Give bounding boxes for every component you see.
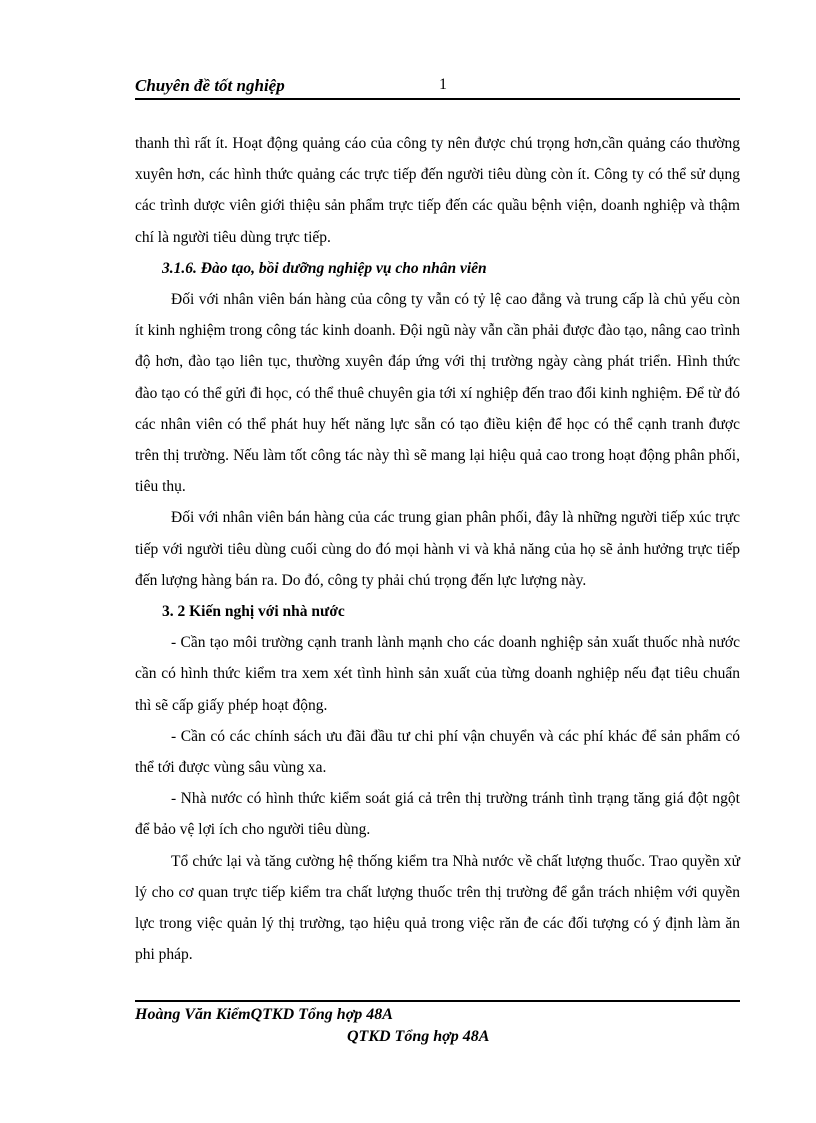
header-divider <box>135 98 740 100</box>
section-heading-3-2: 3. 2 Kiến nghị với nhà nước <box>162 603 345 621</box>
paragraph-incentives: - Cần có các chính sách ưu đãi đầu tư chi phí vận chuyển và các phí khác để sản phẩm có thể tới được vùng sâu vùng xa. <box>135 727 740 777</box>
page-number: 1 <box>439 76 447 93</box>
section-heading-3-1-6: 3.1.6. Đào tạo, bồi dưỡng nghiệp vụ cho nhân viên <box>162 259 487 277</box>
page-header <box>135 76 740 100</box>
paragraph-quality-inspection: Tổ chức lại và tăng cường hệ thống kiểm tra Nhà nước về chất lượng thuốc. Trao quyền xử lý cho cơ quan trực tiếp kiểm tra chất lượng thuốc trên thị trường để gắn trách nhiệm với quyền lực trong việc quản lý thị trường, tạo hiệu quả trong việc răn đe các đối tượng có ý định làm ăn phi pháp. <box>135 852 740 964</box>
footer-author: Hoàng Văn KiểmQTKD Tổng hợp 48A <box>135 1006 393 1023</box>
document-body <box>135 128 740 970</box>
paragraph-intermediary-staff: Đối với nhân viên bán hàng của các trung gian phân phối, đây là những người tiếp xúc trực tiếp với người tiêu dùng cuối cùng do đó mọi hành vi và khả năng của họ sẽ ảnh hưởng trực tiếp đến lượng hàng bán ra. Do đó, công ty phải chú trọng đến lực lượng này. <box>135 509 740 589</box>
header-title: Chuyên đề tốt nghiệp <box>135 76 285 95</box>
paragraph-price-control: - Nhà nước có hình thức kiểm soát giá cả trên thị trường tránh tình trạng tăng giá đột ngột để bảo vệ lợi ích cho người tiêu dùng. <box>135 790 740 839</box>
paragraph-staff-training: Đối với nhân viên bán hàng của công ty vẫn có tỷ lệ cao đẳng và trung cấp là chủ yếu còn ít kinh nghiệm trong công tác kinh doanh. Đội ngũ này vẫn cần phải được đào tạo, nâng cao trình độ hơn, đào tạo liên tục, thường xuyên đáp ứng với thị trường ngày càng phát triển. Hình thức đào tạo có thể gửi đi học, có thể thuê chuyên gia tới xí nghiệp đến trao đổi kinh nghiệm. Để từ đó các nhân viên có thể phát huy hết năng lực sẵn có tạo điều kiện để học có thể cạnh tranh được trên thị trường. Nếu làm tốt công tác này thì sẽ mang lại hiệu quả cao trong hoạt động phân phối, tiêu thụ. <box>135 291 740 496</box>
footer-divider <box>135 1000 740 1002</box>
footer-class: QTKD Tổng hợp 48A <box>347 1028 490 1045</box>
paragraph-continuation: thanh thì rất ít. Hoạt động quảng cáo của công ty nên được chú trọng hơn,cần quảng cáo thường xuyên hơn, các hình thức quảng các trực tiếp đến người tiêu dùng còn ít. Công ty có thể sử dụng các trình dược viên giới thiệu sản phẩm trực tiếp đến các quầu bệnh viện, doanh nghiệp và thậm chí là người tiêu dùng trực tiếp. <box>135 135 740 246</box>
paragraph-competition: - Cần tạo môi trường cạnh tranh lành mạnh cho các doanh nghiệp sản xuất thuốc nhà nước cần có hình thức kiểm tra xem xét tình hình sản xuất của từng doanh nghiệp nếu đạt tiêu chuẩn thì sẽ cấp giấy phép hoạt động. <box>135 634 740 714</box>
